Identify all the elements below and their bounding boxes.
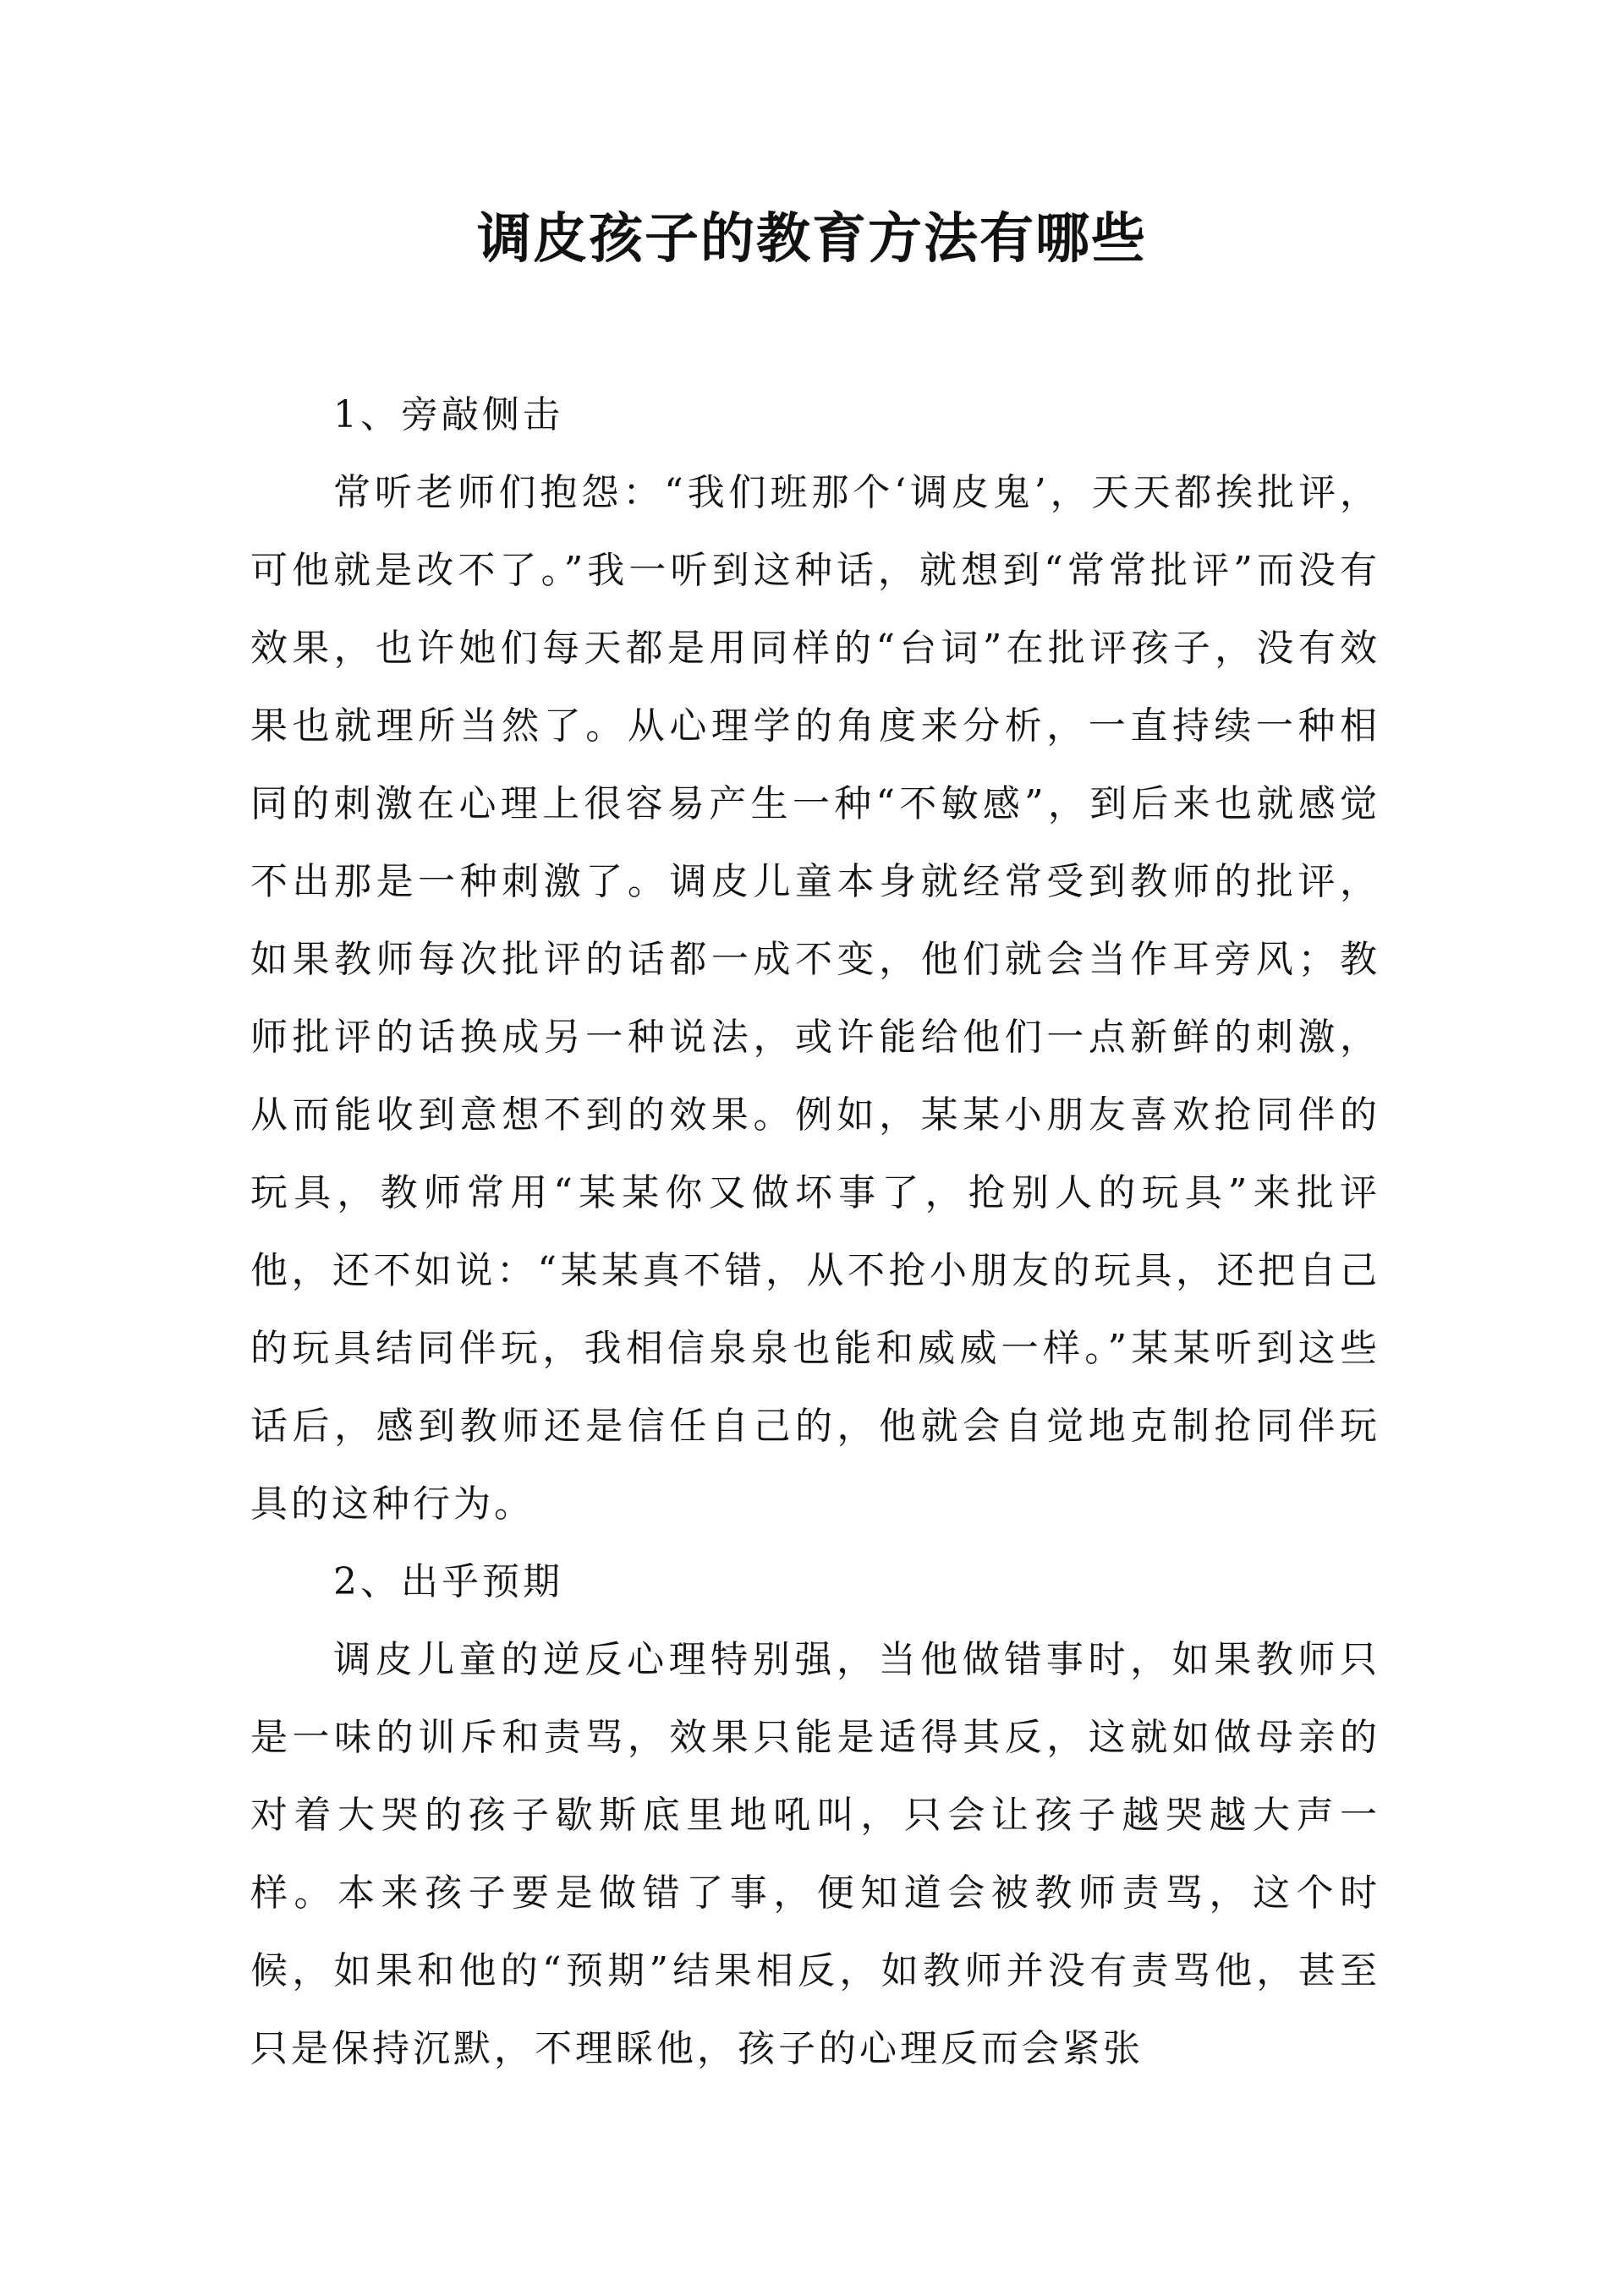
section-paragraph: 调皮儿童的逆反心理特别强，当他做错事时，如果教师只是一味的训斥和责骂，效果只能是适得其反，这就如做母亲的对着大哭的孩子歇斯底里地吼叫，只会让孩子越哭越大声一样。本来孩子要是做错了事，便知道会被教师责骂，这个时候，如果和他的“预期”结果相反，如教师并没有责骂他，甚至只是保持沉默，不理睬他，孩子的心理反而会紧张 bbox=[250, 1638, 1380, 2070]
document-body bbox=[250, 376, 1380, 2088]
section-heading: 2、出乎预期 bbox=[333, 1560, 563, 1603]
section-heading: 1、旁敲侧击 bbox=[333, 393, 563, 436]
section-2 bbox=[250, 1543, 1380, 2088]
document-title: 调皮孩子的教育方法有哪些 bbox=[477, 207, 1147, 271]
section-paragraph: 常听老师们抱怨：“我们班那个‘调皮鬼’，天天都挨批评，可他就是改不了。”我一听到这种话，就想到“常常批评”而没有效果，也许她们每天都是用同样的“台词”在批评孩子，没有效果也就理所当然了。从心理学的角度来分析，一直持续一种相同的刺激在心理上很容易产生一种“不敏感”，到后来也就感觉不出那是一种刺激了。调皮儿童本身就经常受到教师的批评，如果教师每次批评的话都一成不变，他们就会当作耳旁风；教师批评的话换成另一种说法，或许能给他们一点新鲜的刺激，从而能收到意想不到的效果。例如，某某小朋友喜欢抢同伴的玩具，教师常用“某某你又做坏事了，抢别人的玩具”来批评他，还不如说：“某某真不错，从不抢小朋友的玩具，还把自己的玩具结同伴玩，我相信泉泉也能和威威一样。”某某听到这些话后，感到教师还是信任自己的，他就会自觉地克制抢同伴玩具的这种行为。 bbox=[250, 471, 1380, 1526]
section-1 bbox=[250, 376, 1380, 1543]
